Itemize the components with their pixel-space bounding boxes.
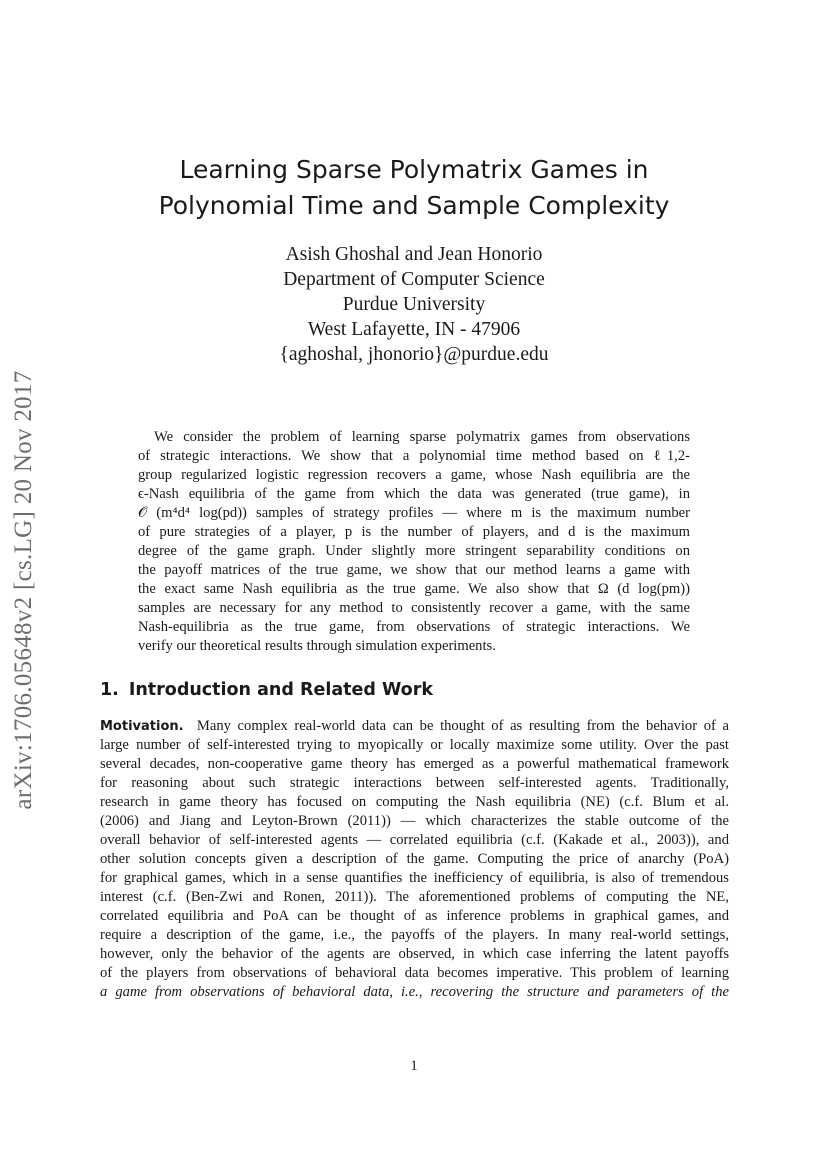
author-names: Asish Ghoshal and Jean Honorio	[285, 244, 543, 265]
body-line: research in game theory has focused on computing the Nash equilibria (NE) (c.f. Blum et al.	[100, 794, 729, 810]
abstract-line: group regularized logistic regression recovers a game, whose Nash equilibria are the	[138, 467, 690, 483]
section-heading	[100, 680, 750, 700]
body-line: for graphical games, which in a sense quantifies the inefficiency of equilibria, is also of tremendous	[100, 870, 729, 886]
section-title-text: Introduction and Related Work	[128, 680, 433, 700]
body-line: interest (c.f. (Ben-Zwi and Ronen, 2011)). The aforementioned problems of computing the NE,	[100, 889, 729, 905]
body-line: Motivation. Many complex real-world data can be thought of as resulting from the behavior of a	[100, 718, 729, 734]
body-line: several decades, non-cooperative game theory has emerged as a powerful mathematical framework	[100, 756, 729, 772]
body-line: for reasoning about such strategic interactions between self-interested agents. Traditionally,	[100, 775, 729, 791]
abstract-line: 𝒪 (m⁴d⁴ log(pd)) samples of strategy profiles — where m is the maximum number	[138, 505, 690, 521]
paper-title	[0, 152, 828, 224]
abstract-line: the exact same Nash equilibria as the true game. We also show that Ω (d log(pm))	[138, 581, 690, 597]
author-location: West Lafayette, IN - 47906	[307, 319, 521, 340]
abstract-line: We consider the problem of learning sparse polymatrix games from observations	[154, 429, 690, 445]
author-block	[0, 242, 828, 367]
abstract-line: the payoff matrices of the true game, we show that our method learns a game with	[138, 562, 690, 578]
abstract-line: degree of the game graph. Under slightly more stringent separability conditions on	[138, 543, 690, 559]
paragraph-heading: Motivation.	[100, 719, 184, 734]
body-line: of the players from observations of behavioral data becomes imperative. This problem of learning	[100, 965, 729, 981]
author-university: Purdue University	[342, 294, 486, 315]
abstract	[138, 428, 690, 656]
body-line: require a description of the game, i.e., the payoffs of the players. In many real-world settings,	[100, 927, 729, 943]
abstract-line: verify our theoretical results through simulation experiments.	[138, 638, 496, 654]
arxiv-identifier: arXiv:1706.05648v2 [cs.LG] 20 Nov 2017	[10, 370, 37, 810]
body-line: correlated equilibria and PoA can be thought of as inference problems in graphical games, and	[100, 908, 729, 924]
abstract-line: samples are necessary for any method to consistently recover a game, with the same	[138, 600, 690, 616]
title-line-2: Polynomial Time and Sample Complexity	[158, 191, 670, 220]
abstract-line: of strategic interactions. We show that a polynomial time method based on ℓ1,2-	[138, 448, 690, 464]
body-line: other solution concepts given a description of the game. Computing the price of anarchy (PoA)	[100, 851, 729, 867]
page-number: 1	[410, 1058, 418, 1074]
body-line: overall behavior of self-interested agents — correlated equilibria (c.f. (Kakade et al., 2003)), and	[100, 832, 729, 848]
title-line-1: Learning Sparse Polymatrix Games in	[179, 155, 649, 184]
body-line: a game from observations of behavioral data, i.e., recovering the structure and parameters of the	[100, 984, 729, 1000]
body-line: however, only the behavior of the agents are observed, in which case inferring the latent payoffs	[100, 946, 729, 962]
abstract-line: ϵ-Nash equilibria of the game from which the data was generated (true game), in	[138, 486, 690, 502]
abstract-line: Nash-equilibria as the true game, from observations of strategic interactions. We	[138, 619, 690, 635]
section-number: 1.	[100, 680, 119, 700]
intro-paragraph	[100, 717, 729, 1002]
body-line: (2006) and Jiang and Leyton-Brown (2011)) — which characterizes the stable outcome of the	[100, 813, 729, 829]
body-line: large number of self-interested trying to myopically or locally maximize some utility. Over the past	[100, 737, 729, 753]
author-email: {aghoshal, jhonorio}@purdue.edu	[279, 344, 549, 365]
abstract-line: of pure strategies of a player, p is the number of players, and d is the maximum	[138, 524, 690, 540]
author-department: Department of Computer Science	[283, 269, 545, 290]
